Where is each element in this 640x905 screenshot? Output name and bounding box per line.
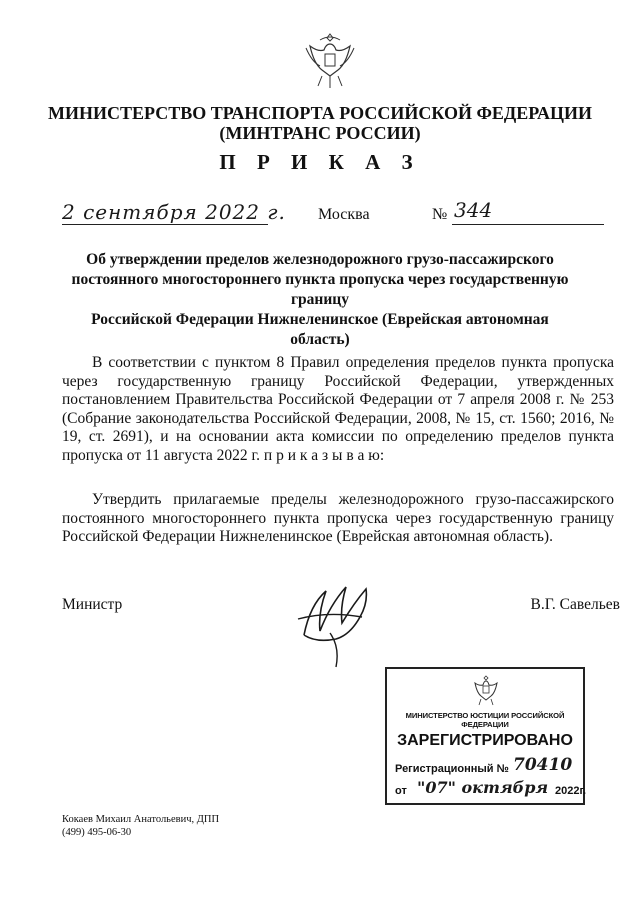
title-line: Российской Федерации Нижнеленинское (Еврейская автономная область) (91, 311, 549, 348)
document-number: 344 (454, 198, 493, 222)
title-line: Об утверждении пределов железнодорожного грузо-пассажирского (86, 251, 554, 268)
handwritten-signature (290, 575, 400, 670)
ministry-name: МИНИСТЕРСТВО ТРАНСПОРТА РОССИЙСКОЙ ФЕДЕРАЦИИ (47, 103, 593, 123)
body-paragraph: В соответствии с пунктом 8 Правил определения пределов пункта пропуска через государственную границу Российской Федерации, утвержденных постановлением Правительства Российской Федерации от 7 апреля 2008 г. № 253 (Собрание законодательства Российской Федерации, 2008, № 15, ст. 1560; 2016, № 19, ст. 2691), и на основании акта комиссии по определению пределов пункта пропуска от 11 августа 2022 г. п р и к а з ы в а ю: (62, 354, 614, 464)
coat-of-arms-icon (302, 28, 358, 92)
date-underline (62, 224, 268, 225)
body-paragraph: Утвердить прилагаемые пределы железнодорожного грузо-пассажирского постоянного многостороннего пункта пропуска через государственную границу Российской Федерации Нижнеленинское (Еврейская автономная область). (62, 491, 614, 546)
stamp-registered-label: ЗАРЕГИСТРИРОВАНО (397, 732, 573, 749)
title-line: постоянного многостороннего пункта пропуска через государственную границу (71, 271, 569, 308)
stamp-date: "07" октября (417, 778, 549, 797)
executor-phone: (499) 495-06-30 (62, 827, 132, 838)
document-city: Москва (318, 206, 370, 223)
document-date: 2 сентября 2022 г. (62, 200, 286, 224)
date-number-line (62, 200, 612, 226)
number-sign: № (432, 206, 448, 223)
stamp-registration-label: Регистрационный № (395, 763, 509, 775)
number-underline (452, 224, 604, 225)
stamp-registration-number: 70410 (513, 755, 573, 775)
executor-info (62, 813, 219, 839)
signatory-name: В.Г. Савельев (530, 596, 620, 613)
stamp-registration-row (395, 755, 581, 779)
document-title (60, 250, 580, 350)
stamp-ministry-name: МИНИСТЕРСТВО ЮСТИЦИИ РОССИЙСКОЙ ФЕДЕРАЦИИ (405, 711, 565, 729)
registration-stamp (385, 667, 585, 805)
stamp-date-year: 2022г. (555, 785, 587, 797)
signatory-title: Министр (62, 596, 123, 613)
ministry-short-name: (МИНТРАНС РОССИИ) (219, 123, 421, 143)
stamp-date-row (395, 778, 587, 801)
stamp-date-prefix: от (395, 785, 407, 797)
executor-name: Кокаев Михаил Анатольевич, ДПП (62, 814, 220, 825)
document-type: П Р И К А З (219, 150, 421, 174)
ministry-header (20, 103, 620, 143)
stamp-emblem-icon (471, 673, 501, 707)
